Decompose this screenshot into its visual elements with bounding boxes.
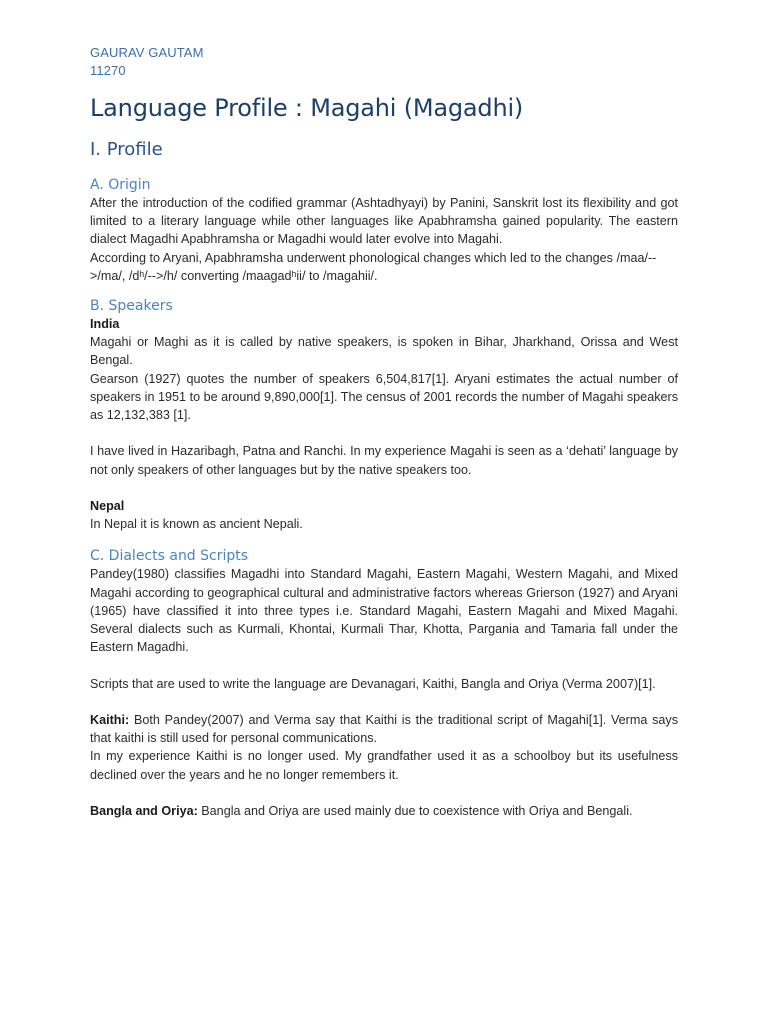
india-paragraph-1: Magahi or Maghi as it is called by native speakers, is spoken in Bihar, Jharkhand, Orissa and West Bengal. <box>90 335 678 368</box>
kaithi-label: Kaithi: <box>90 713 130 728</box>
spacer <box>90 479 678 497</box>
india-paragraph-2: Gearson (1927) quotes the number of speakers 6,504,817[1]. Aryani estimates the actual number of speakers in 1951 to be around 9,890,000[1]. The census of 2001 records the number of Magahi speakers as 12,132,383 [1]. <box>90 371 678 423</box>
bangla-oriya-label: Bangla and Oriya: <box>90 804 198 819</box>
subsection-heading-origin: A. Origin <box>90 177 151 193</box>
kaithi-paragraph-2: In my experience Kaithi is no longer used. My grandfather used it as a schoolboy but its usefulness declined over the years and he no longer remembers it. <box>90 749 678 782</box>
document-page <box>90 44 678 820</box>
bangla-oriya-paragraph <box>90 802 678 820</box>
subsection-heading-speakers: B. Speakers <box>90 298 173 315</box>
dialects-paragraph-1: Pandey(1980) classifies Magadhi into Standard Magahi, Eastern Magahi, Western Magahi, and Mixed Magahi according to geographical cultural and administrative factors whereas Grierson (1927) and Aryani (1965) have classified it into three types i.e. Standard Magahi, Eastern Magahi and Mixed Magahi. Several dialects such as Kurmali, Khontai, Kurmali Thar, Khotta, Pargania and Tamaria fall under the Eastern Magadhi. <box>90 567 678 655</box>
document-title: Language Profile : Magahi (Magadhi) <box>90 94 524 122</box>
kaithi-text: Both Pandey(2007) and Verma say that Kaithi is the traditional script of Magahi[1]. Verma says that kaithi is still used for personal communications. <box>90 713 678 746</box>
scripts-paragraph: Scripts that are used to write the language are Devanagari, Kaithi, Bangla and Oriya (Verma 2007)[1]. <box>90 676 656 691</box>
nepal-paragraph-1: In Nepal it is known as ancient Nepali. <box>90 517 303 532</box>
author-roll-number: 11270 <box>90 63 126 78</box>
nepal-label: Nepal <box>90 499 125 514</box>
kaithi-paragraph-1 <box>90 711 678 747</box>
india-paragraph-3: I have lived in Hazaribagh, Patna and Ranchi. In my experience Magahi is seen as a ‘dehati’ language by not only speakers of other languages but by the native speakers too. <box>90 444 678 477</box>
spacer <box>90 424 678 442</box>
section-heading-profile: I. Profile <box>90 139 163 160</box>
india-label: India <box>90 317 120 332</box>
spacer <box>90 656 678 674</box>
author-name: GAURAV GAUTAM <box>90 45 204 60</box>
spacer <box>90 693 678 711</box>
origin-paragraph-1: After the introduction of the codified grammar (Ashtadhyayi) by Panini, Sanskrit lost its flexibility and got limited to a literary language while other languages like Apabhramsha gained popularity. The eastern dialect Magadhi Apabhramsha or Magadhi would later evolve into Magahi. <box>90 196 678 247</box>
bangla-oriya-text: Bangla and Oriya are used mainly due to coexistence with Oriya and Bengali. <box>197 804 633 819</box>
origin-paragraph-2: According to Aryani, Apabhramsha underwent phonological changes which led to the changes /maa/-->/ma/, /dʰ/-->/h/ converting /maagadʰii/ to /magahii/. <box>90 250 657 283</box>
subsection-heading-dialects-scripts: C. Dialects and Scripts <box>90 548 249 565</box>
spacer <box>90 784 678 802</box>
